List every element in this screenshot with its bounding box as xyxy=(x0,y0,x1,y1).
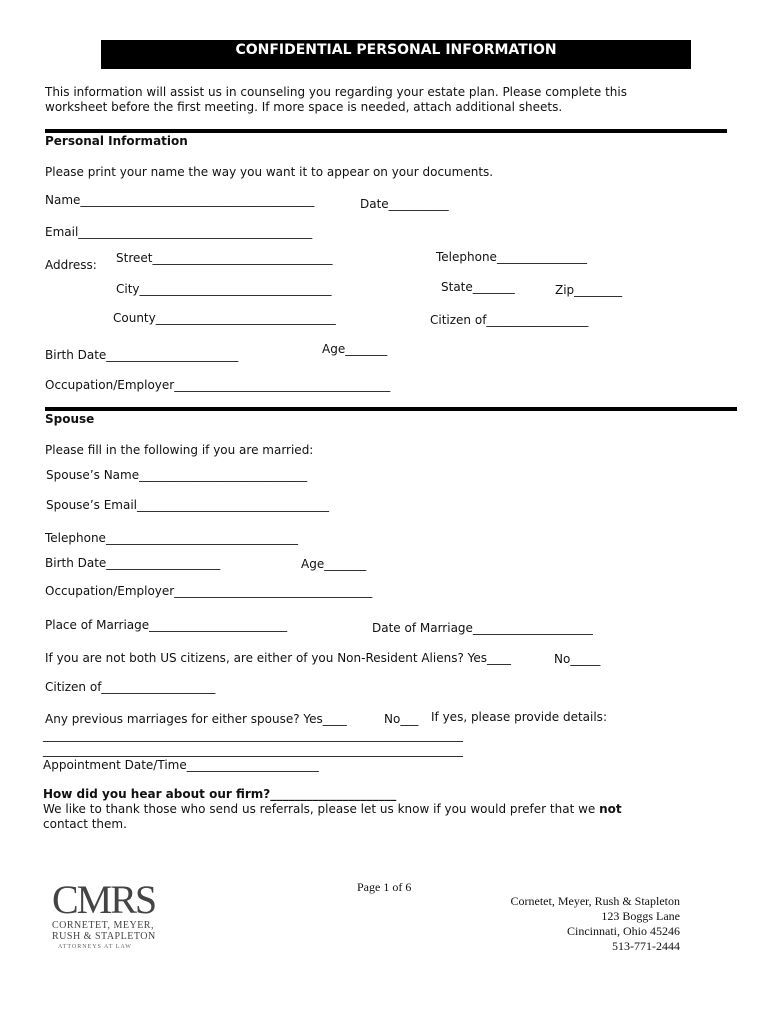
referral-question[interactable]: How did you hear about our firm?_____________________ xyxy=(43,787,397,801)
referral-thanks-line-2: contact them. xyxy=(43,817,127,831)
county-field[interactable]: County______________________________ xyxy=(113,311,336,325)
citizen-of-field[interactable]: Citizen of___________________ xyxy=(45,680,216,694)
section-divider-personal xyxy=(45,129,727,133)
spouse-instruction: Please fill in the following if you are married: xyxy=(45,443,314,457)
section-divider-spouse xyxy=(45,407,737,411)
non-resident-no[interactable]: No_____ xyxy=(554,652,601,666)
details-line-2[interactable]: ______________________________________________________________________ xyxy=(43,743,463,757)
state-field[interactable]: State_______ xyxy=(441,280,515,294)
firm-phone: 513-771-2444 xyxy=(612,939,680,953)
date-field[interactable]: Date__________ xyxy=(360,197,449,211)
city-field[interactable]: City________________________________ xyxy=(116,282,332,296)
logo-letters: CMRS xyxy=(52,877,156,922)
place-of-marriage-field[interactable]: Place of Marriage_______________________ xyxy=(45,618,288,632)
appointment-field[interactable]: Appointment Date/Time______________________ xyxy=(43,758,319,772)
previous-marriages-no[interactable]: No___ xyxy=(384,712,419,726)
page-number: Page 1 of 6 xyxy=(357,880,412,894)
logo-name-line-2: RUSH & STAPLETON xyxy=(52,931,156,942)
occupation-field[interactable]: Occupation/Employer____________________________________ xyxy=(45,378,391,392)
firm-city: Cincinnati, Ohio 45246 xyxy=(567,924,680,938)
logo-name-line-1: CORNETET, MEYER, xyxy=(52,920,154,931)
referral-thanks-emphasis: not xyxy=(599,802,622,816)
name-field[interactable]: Name_______________________________________ xyxy=(45,193,315,207)
firm-logo xyxy=(52,877,156,922)
date-of-marriage-field[interactable]: Date of Marriage____________________ xyxy=(372,621,593,635)
firm-street: 123 Boggs Lane xyxy=(601,909,680,923)
email-field[interactable]: Email_______________________________________ xyxy=(45,225,313,239)
details-line-1[interactable]: ______________________________________________________________________ xyxy=(43,728,463,742)
referral-thanks-text: We like to thank those who send us referrals, please let us know if you would prefer that we xyxy=(43,802,600,816)
street-field[interactable]: Street______________________________ xyxy=(116,251,333,265)
intro-line-2: worksheet before the first meeting. If more space is needed, attach additional sheets. xyxy=(45,100,563,114)
zip-field[interactable]: Zip________ xyxy=(555,283,623,297)
citizen-field[interactable]: Citizen of_________________ xyxy=(430,313,589,327)
logo-name-block xyxy=(52,920,156,942)
personal-instruction: Please print your name the way you want it to appear on your documents. xyxy=(45,165,494,179)
spouse-age-field[interactable]: Age_______ xyxy=(301,557,367,571)
spouse-telephone-field[interactable]: Telephone________________________________ xyxy=(45,531,298,545)
logo-tagline: ATTORNEYS AT LAW xyxy=(58,944,132,950)
spouse-birth-date-field[interactable]: Birth Date___________________ xyxy=(45,556,221,570)
referral-thanks xyxy=(43,802,622,816)
spouse-occupation-field[interactable]: Occupation/Employer_________________________________ xyxy=(45,584,373,598)
non-resident-question[interactable]: If you are not both US citizens, are either of you Non-Resident Aliens? Yes____ xyxy=(45,651,512,665)
personal-heading: Personal Information xyxy=(45,134,188,148)
birth-date-field[interactable]: Birth Date______________________ xyxy=(45,348,239,362)
document-title: CONFIDENTIAL PERSONAL INFORMATION xyxy=(101,40,691,69)
spouse-heading: Spouse xyxy=(45,412,95,426)
address-label: Address: xyxy=(45,258,97,272)
intro-line-1: This information will assist us in counseling you regarding your estate plan. Please complete this xyxy=(45,85,627,99)
telephone-field[interactable]: Telephone_______________ xyxy=(436,250,587,264)
spouse-email-field[interactable]: Spouse’s Email________________________________ xyxy=(46,498,329,512)
previous-marriages-question[interactable]: Any previous marriages for either spouse? Yes____ xyxy=(45,712,347,726)
spouse-name-field[interactable]: Spouse’s Name____________________________ xyxy=(46,468,308,482)
age-field[interactable]: Age_______ xyxy=(322,342,388,356)
previous-marriages-details-label: If yes, please provide details: xyxy=(431,710,607,724)
firm-name: Cornetet, Meyer, Rush & Stapleton xyxy=(510,894,680,908)
